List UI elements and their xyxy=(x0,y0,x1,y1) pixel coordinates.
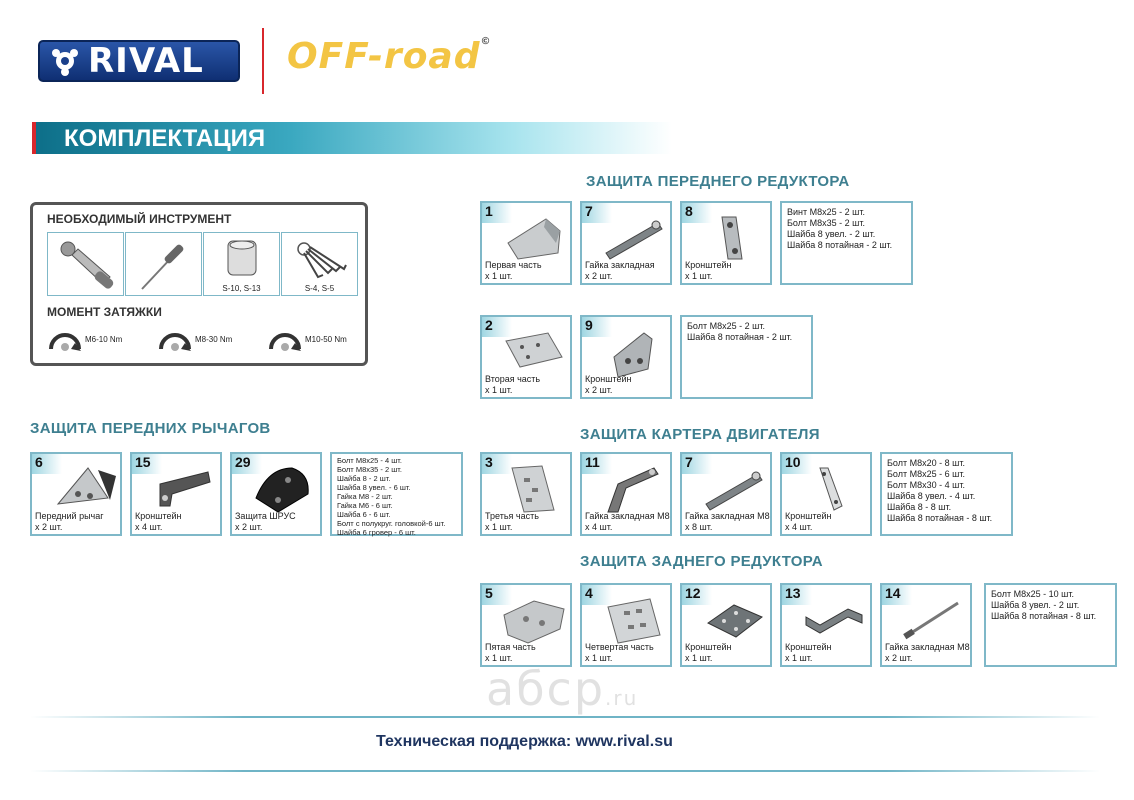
socket-icon xyxy=(210,237,274,283)
torque-arrow-icon xyxy=(47,327,83,351)
part-card-11: 11 Гайка закладная M8 x 4 шт. xyxy=(580,452,672,536)
rival-wordmark: RIVAL xyxy=(88,41,204,81)
hardware-list-rear-reducer: Болт M8x25 - 10 шт. Шайба 8 увел. - 2 шт. Шайба 8 потайная - 8 шт. xyxy=(984,583,1117,667)
offroad-logo: OFF-road© xyxy=(287,36,492,77)
part-card-5: 5 Пятая часть x 1 шт. xyxy=(480,583,572,667)
socket-caption: S-10, S-13 xyxy=(222,284,261,293)
part-card-2: 2 Вторая часть x 1 шт. xyxy=(480,315,572,399)
part-card-14: 14 Гайка закладная M8 x 2 шт. xyxy=(880,583,972,667)
part-card-3: 3 Третья часть x 1 шт. xyxy=(480,452,572,536)
watermark: aбcp.ru xyxy=(486,662,639,716)
tools-title: НЕОБХОДИМЫЙ ИНСТРУМЕНТ xyxy=(47,212,232,226)
part-card-1: 1 Первая часть x 1 шт. xyxy=(480,201,572,285)
torque-title: МОМЕНТ ЗАТЯЖКИ xyxy=(47,305,162,319)
part-card-7: 7 Гайка закладная x 2 шт. xyxy=(580,201,672,285)
torque-m8: M8-30 Nm xyxy=(157,327,232,351)
footer-rule-bottom xyxy=(30,770,1100,772)
footer-rule-top xyxy=(30,716,1100,718)
torque-arrow-icon xyxy=(157,327,193,351)
screwdriver-icon xyxy=(132,237,196,293)
part-card-13: 13 Кронштейн x 1 шт. xyxy=(780,583,872,667)
tool-hex-keys xyxy=(281,232,358,296)
rival-logo xyxy=(38,40,240,82)
hardware-list-front-reducer-2: Болт M8x25 - 2 шт. Шайба 8 потайная - 2 шт. xyxy=(680,315,813,399)
part-card-12: 12 Кронштейн x 1 шт. xyxy=(680,583,772,667)
support-text: Техническая поддержка: www.rival.su xyxy=(376,733,673,750)
part-card-4: 4 Четвертая часть x 1 шт. xyxy=(580,583,672,667)
tools-panel xyxy=(30,202,368,366)
section-header-bar xyxy=(32,122,672,154)
rival-emblem-icon xyxy=(50,46,80,76)
part-card-9: 9 Кронштейн x 2 шт. xyxy=(580,315,672,399)
engine-guard-title: ЗАЩИТА КАРТЕРА ДВИГАТЕЛЯ xyxy=(580,426,820,443)
front-reducer-title: ЗАЩИТА ПЕРЕДНЕГО РЕДУКТОРА xyxy=(586,173,850,190)
part-card-8: 8 Кронштейн x 1 шт. xyxy=(680,201,772,285)
tool-screwdriver xyxy=(125,232,202,296)
logo-divider xyxy=(262,28,264,94)
section-title: КОМПЛЕКТАЦИЯ xyxy=(64,125,266,152)
part-card-10: 10 Кронштейн x 4 шт. xyxy=(780,452,872,536)
part-card-7b: 7 Гайка закладная M8 x 8 шт. xyxy=(680,452,772,536)
ratchet-icon xyxy=(54,237,118,293)
hardware-list-front-reducer-1: Винт M8x25 - 2 шт. Болт M8x35 - 2 шт. Шайба 8 увел. - 2 шт. Шайба 8 потайная - 2 шт. xyxy=(780,201,913,285)
torque-m6: M6-10 Nm xyxy=(47,327,122,351)
torque-arrow-icon xyxy=(267,327,303,351)
rear-reducer-title: ЗАЩИТА ЗАДНЕГО РЕДУКТОРА xyxy=(580,553,823,570)
torque-m10: M10-50 Nm xyxy=(267,327,347,351)
tool-ratchet xyxy=(47,232,124,296)
hardware-list-engine: Болт M8x20 - 8 шт. Болт M8x25 - 6 шт. Болт M8x30 - 4 шт. Шайба 8 увел. - 4 шт. Шайба 8 - 8 шт. Шайба 8 потайная - 8 шт. xyxy=(880,452,1013,536)
hardware-list-front-arms: Болт M8x25 - 4 шт. Болт M8x35 - 2 шт. Шайба 8 - 2 шт. Шайба 8 увел. - 6 шт. Гайка M8 - 2 шт. Гайка M6 - 6 шт. Шайба 6 - 6 шт. Болт с полукруг. головкой-6 шт. Шайба 6 гровер - 6 шт. xyxy=(330,452,463,536)
part-card-29: 29 Защита ШРУС x 2 шт. xyxy=(230,452,322,536)
tool-socket xyxy=(203,232,280,296)
part-card-15: 15 Кронштейн x 4 шт. xyxy=(130,452,222,536)
hex-keys-caption: S-4, S-5 xyxy=(304,284,335,293)
front-arms-title: ЗАЩИТА ПЕРЕДНИХ РЫЧАГОВ xyxy=(30,420,271,437)
part-card-6: 6 Передний рычаг x 2 шт. xyxy=(30,452,122,536)
hex-keys-icon xyxy=(288,237,352,283)
